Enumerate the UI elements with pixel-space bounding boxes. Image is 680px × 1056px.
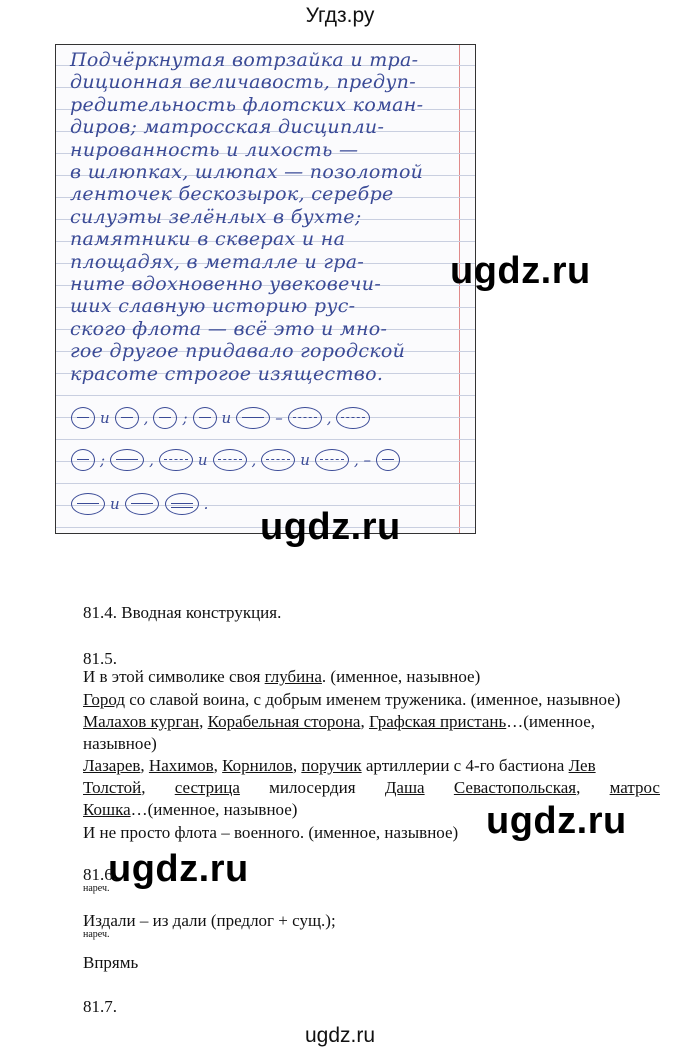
scheme-conjunction: и: [100, 409, 110, 427]
scheme-symbol: [261, 449, 295, 471]
scheme-symbol: [376, 449, 400, 471]
watermark: ugdz.ru: [108, 848, 249, 890]
handwritten-line: ните вдохновенно увековечи-: [70, 273, 382, 295]
scheme-row-2: ; , и , и , –: [68, 449, 403, 471]
scheme-symbol: [165, 493, 199, 515]
notebook-rule-line: [56, 483, 475, 484]
answer-81-4: 81.4. Вводная конструкция.: [83, 603, 282, 622]
handwritten-line: памятники в скверах и на: [70, 228, 346, 251]
answer-81-6-note-1: нареч.: [83, 883, 110, 894]
answer-81-5-line-6: Толстой, сестрица милосердия Даша Севастопольская, матрос: [83, 778, 660, 797]
scheme-symbol: [288, 407, 322, 429]
handwritten-line: силуэты зелёнлых в бухте;: [70, 205, 362, 228]
notebook-rule-line: [56, 395, 475, 396]
answer-81-5-line-5: Лазарев, Нахимов, Корнилов, поручик артиллерии с 4-го бастиона Лев: [83, 756, 596, 775]
handwritten-line: нированность и лихость —: [70, 138, 359, 161]
handwritten-line: красоте строгое изящество.: [70, 362, 384, 385]
handwritten-line: редительность флотских коман-: [70, 93, 424, 116]
watermark: ugdz.ru: [450, 250, 591, 292]
watermark: ugdz.ru: [260, 506, 401, 548]
scheme-symbol: [125, 493, 159, 515]
answer-81-5-line-3: Малахов курган, Корабельная сторона, Графская пристань…(именное,: [83, 712, 595, 731]
scheme-symbol: [71, 407, 95, 429]
footer-watermark: ugdz.ru: [304, 1024, 376, 1047]
answer-81-5-line-8: И не просто флота – военного. (именное, назывное): [83, 823, 459, 842]
handwritten-line: ского флота — всё это и мно-: [70, 317, 388, 340]
handwritten-line: Подчёркнутая вотрзайка и тра-: [70, 49, 419, 71]
scheme-row-1: и , ; и – ,: [68, 407, 373, 429]
site-title: Угдз.ру: [305, 4, 375, 27]
handwritten-line: диционная величавость, предуп-: [70, 71, 416, 94]
answer-81-5-line-4: назывное): [83, 734, 157, 753]
answer-81-5-line-2: Город со славой воина, с добрым именем труженика. (именное, назывное): [83, 690, 621, 709]
scheme-conjunction: и: [221, 409, 232, 427]
scheme-conjunction: и: [300, 451, 310, 469]
handwritten-line: в шлюпках, шлюпах — позолотой: [70, 161, 424, 183]
scheme-row-3: и .: [68, 493, 210, 515]
watermark: ugdz.ru: [486, 800, 627, 842]
scheme-symbol: [336, 407, 370, 429]
scheme-symbol: [153, 407, 177, 429]
scheme-symbol: [236, 407, 270, 429]
scheme-conjunction: и: [197, 451, 208, 469]
handwritten-notebook-photo: [55, 44, 476, 534]
scheme-conjunction: и: [110, 495, 120, 513]
scheme-symbol: [159, 449, 193, 471]
scheme-symbol: [71, 493, 105, 515]
answer-81-5-number: 81.5.: [83, 649, 117, 668]
handwritten-line: ленточек бескозырок, серебре: [70, 183, 394, 206]
scheme-symbol: [315, 449, 349, 471]
scheme-symbol: [193, 407, 217, 429]
scheme-symbol: [213, 449, 247, 471]
notebook-rule-line: [56, 439, 475, 440]
scheme-symbol: [115, 407, 139, 429]
answer-81-6-number: 81.6.: [83, 865, 117, 884]
answer-81-6-note-2: нареч.: [83, 929, 110, 940]
answer-81-6-word: Впрямь: [83, 953, 139, 972]
answer-81-5-line-1: И в этой символике своя глубина. (именное, назывное): [83, 667, 481, 686]
answer-81-6-line: Издали – из дали (предлог + сущ.);: [83, 911, 336, 930]
handwritten-line: диров; матросская дисципли-: [70, 116, 385, 139]
scheme-symbol: [110, 449, 144, 471]
handwritten-line: площадях, в металле и гра-: [70, 250, 365, 273]
handwritten-line: гое другое придавало городской: [70, 340, 406, 363]
answer-81-7-number: 81.7.: [83, 997, 117, 1016]
scheme-symbol: [71, 449, 95, 471]
handwritten-line: ших славную историю рус-: [70, 295, 356, 318]
answer-81-5-line-7: Кошка…(именное, назывное): [83, 800, 298, 819]
